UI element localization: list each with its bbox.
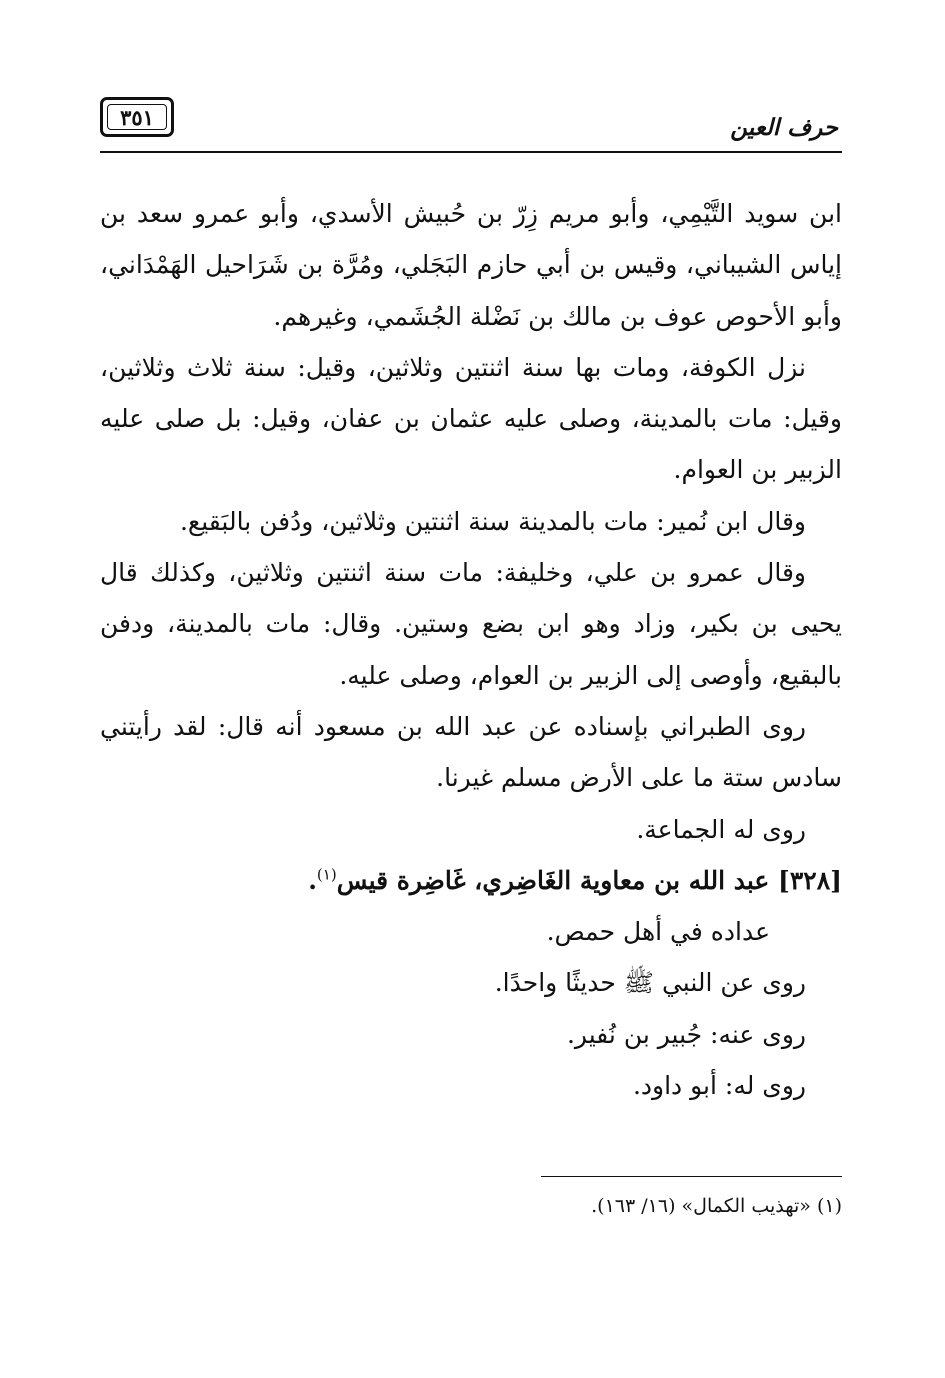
paragraph: ابن سويد التَّيْمِي، وأبو مريم زِرّ بن حُبيش الأسدي، وأبو عمرو سعد بن إياس الشيباني، وقيس بن أبي حازم البَجَلي، ومُرَّة بن شَرَاحيل الهَمْدَاني، وأبو الأحوص عوف بن مالك بن نَضْلة الجُشَمي، وغيرهم. [100, 199, 842, 331]
running-title: حرف العين [730, 114, 838, 141]
paragraph: وقال ابن نُمير: مات بالمدينة سنة اثنتين وثلاثين، ودُفن بالبَقيع. [179, 506, 806, 536]
entry-heading [100, 855, 842, 906]
entry-line: عداده في أهل حمص. [546, 917, 770, 947]
paragraph: نزل الكوفة، ومات بها سنة اثنتين وثلاثين، وقيل: سنة ثلاث وثلاثين، وقيل: مات بالمدينة، وصلى عليه عثمان بن عفان، وقيل: بل صلى عليه الزبير بن العوام. [100, 352, 842, 485]
paragraph: وقال عمرو بن علي، وخليفة: مات سنة اثنتين وثلاثين، وكذلك قال يحيى بن بكير، وزاد وهو ابن بضع وستين. وقال: مات بالمدينة، ودفن بالبقيع، وأوصى إلى الزبير بن العوام، وصلى عليه. [100, 558, 842, 690]
page-header [100, 92, 842, 154]
entry-line: روى عن النبي ﷺ حديثًا واحدًا. [494, 968, 806, 998]
entry-line: روى عنه: جُبير بن نُفير. [566, 1019, 806, 1049]
main-text [100, 188, 842, 1111]
footnote-marker[interactable]: (١) [316, 865, 337, 884]
page-number: ٣٥١ [120, 104, 154, 130]
paragraph: روى له الجماعة. [636, 814, 806, 844]
entry-heading-text: [٣٢٨] عبد الله بن معاوية الغَاضِري، غَاضِرة قيس [336, 865, 842, 895]
entry-heading-end: . [308, 865, 317, 895]
page-number-box [100, 97, 174, 137]
footnote: (١) «تهذيب الكمال» (١٦/ ١٦٣). [591, 1195, 842, 1217]
header-rule [100, 151, 842, 153]
paragraph: روى الطبراني بإسناده عن عبد الله بن مسعود أنه قال: لقد رأيتني سادس ستة ما على الأرض مسلم غيرنا. [100, 711, 842, 793]
entry-line: روى له: أبو داود. [632, 1071, 806, 1101]
footnote-rule [541, 1176, 842, 1177]
